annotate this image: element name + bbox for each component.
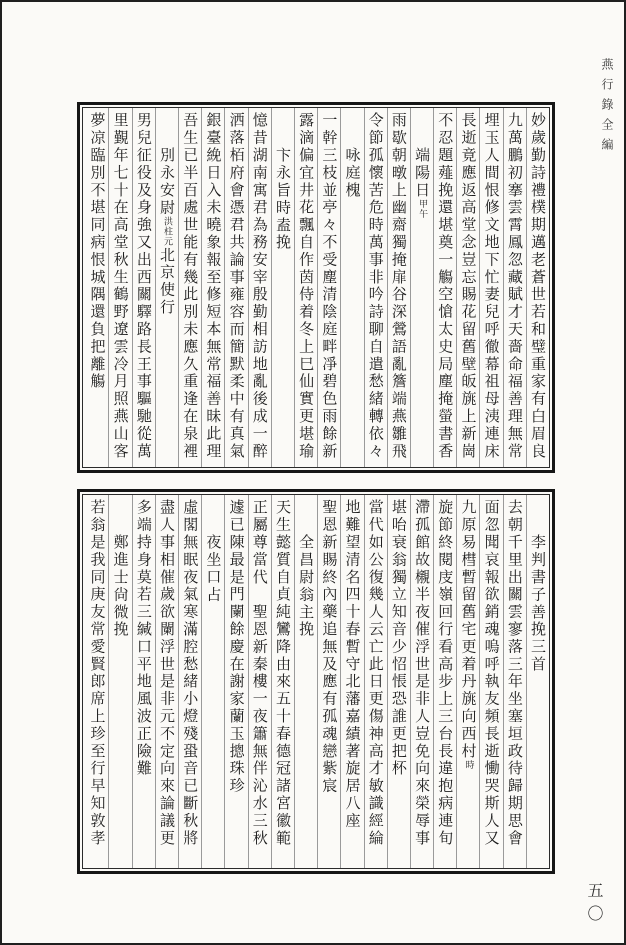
column-text: 里覲年七十在高堂秋生鶴野遼雲冷月照燕山客 bbox=[111, 112, 130, 460]
poem-title-column bbox=[340, 108, 363, 467]
column-text: 地難望清名四十春暫守北藩嘉績著旋居八座 bbox=[343, 499, 362, 830]
interlinear-annotation: 洪柱元 bbox=[162, 216, 172, 247]
column-text: 當代如公復幾人云亡此日更傷神高才敏識經綸 bbox=[366, 499, 385, 847]
interlinear-annotation: 時 bbox=[463, 760, 474, 770]
column-text: 洒落栢府會憑君共論事雍容而簡默柔中有真氣 bbox=[227, 112, 246, 460]
poem-title-column bbox=[155, 108, 178, 467]
column-text: 遽已陳最是門闌餘慶在謝家蘭玉摠珠珍 bbox=[227, 499, 246, 795]
column-text: 妙歲勤詩禮樸期邁老蒼世若和璧重家有白眉良 bbox=[529, 112, 547, 460]
poem-text-column bbox=[503, 495, 526, 868]
column-text: 不忍題薤挽還堪奠一觴空愴太史局塵掩螢書香 bbox=[436, 112, 455, 460]
column-text: 銀臺絻日入未曉象報至修短本無常福善昧此理 bbox=[204, 112, 223, 460]
poem-text-column bbox=[178, 495, 201, 868]
column-text: 堪咍衰翁獨立知音少怊悵恐誰更把杯 bbox=[389, 499, 408, 778]
column-text: 卞永旨時盍挽 bbox=[273, 147, 292, 252]
folio-top-text-area bbox=[82, 107, 550, 468]
poem-text-column bbox=[85, 495, 108, 868]
column-text: 端陽日 bbox=[413, 147, 432, 200]
column-text: 鄭進士尙微挽 bbox=[111, 534, 130, 639]
poem-text-column bbox=[155, 495, 178, 868]
poem-text-column bbox=[201, 108, 224, 467]
poem-text-column bbox=[479, 108, 502, 467]
folio-frame-bottom bbox=[77, 489, 555, 874]
poem-text-column bbox=[456, 108, 479, 467]
poem-text-column bbox=[456, 495, 479, 868]
column-text: 憶昔湖南寓君為務安宰殷勤相訪地亂後成一醉 bbox=[250, 112, 269, 460]
poem-text-column bbox=[317, 108, 340, 467]
column-text: 吾生已半百處世能有幾此別未應久重逢在泉裡 bbox=[181, 112, 200, 460]
poem-title-column bbox=[294, 495, 317, 868]
column-text: 雨歇朝暾上幽齋獨掩扉谷深鶯語亂簷端燕雛飛 bbox=[389, 112, 408, 460]
column-text: 男兒征役及身強又出西關驛路長王事驅馳從萬 bbox=[134, 112, 153, 460]
poem-title-column bbox=[526, 495, 549, 868]
column-text: 露滴偏宜井花飄自作茵侍着冬上巳仙實更堪瑜 bbox=[297, 112, 316, 460]
page-number: 五〇 bbox=[585, 882, 604, 928]
poem-text-column bbox=[364, 108, 387, 467]
poem-text-column bbox=[224, 108, 247, 467]
column-text: 多端持身莫若三緘口平地風波正險難 bbox=[134, 499, 153, 778]
column-text: 一幹三枝並亭々不受塵清陰庭畔凈碧色雨餘新 bbox=[320, 112, 339, 460]
column-text: 若翁是我同庚友常愛賢郎席上珍至行早知敦孝 bbox=[88, 499, 107, 847]
column-text: 李判書子善挽三首 bbox=[529, 534, 547, 674]
poem-title-column bbox=[271, 108, 294, 467]
poem-text-column bbox=[248, 108, 271, 467]
poem-text-column bbox=[479, 495, 502, 868]
column-text: 夢凉臨別不堪同病恨城隅還負把離觴 bbox=[88, 112, 107, 391]
folio-bottom-text-area bbox=[82, 494, 550, 869]
poem-text-column bbox=[340, 495, 363, 868]
column-text: 聖恩新賜終內藥追無及應有孤魂戀紫宸 bbox=[320, 499, 339, 795]
column-text: 咏庭槐 bbox=[343, 147, 362, 200]
poem-text-column bbox=[433, 108, 456, 467]
column-text: 正屬尊當代 聖恩新秦樓一夜簫無伴沁水三秋 bbox=[250, 499, 269, 847]
poem-text-column bbox=[178, 108, 201, 467]
poem-text-column bbox=[433, 495, 456, 868]
column-text: 全昌尉翁主挽 bbox=[297, 534, 316, 639]
column-text: 令節孤懷苦危時萬事非吟詩聊自遣愁緒轉依々 bbox=[366, 112, 385, 460]
column-text: 九萬鵬初搴雲霄鳳忽藏賦才天嗇命福善理無常 bbox=[505, 112, 524, 460]
column-text: 九原易槥暫留舊宅更着丹旐向西村 bbox=[459, 499, 478, 760]
column-text: 北京使行 bbox=[158, 246, 176, 317]
folio-frame-top bbox=[77, 102, 555, 473]
column-text: 面忽聞哀報欲銷魂嗚呼執友頻長逝慟哭斯人又 bbox=[482, 499, 501, 847]
column-text: 盡人事相催歲欲闌浮世是非元不定向來論議更 bbox=[158, 499, 176, 847]
poem-text-column bbox=[317, 495, 340, 868]
column-text: 長逝竟應返高堂念豈忘賜花留舊壁皈旐上新崗 bbox=[459, 112, 478, 460]
interlinear-annotation: 甲午 bbox=[417, 199, 428, 220]
column-text: 別永安尉 bbox=[158, 147, 176, 217]
poem-text-column bbox=[248, 495, 271, 868]
poem-title-column bbox=[410, 108, 433, 467]
column-text: 埋玉人間恨修文地下忙妻兒呼徹幕祖母洟連床 bbox=[482, 112, 501, 460]
poem-title-column bbox=[201, 495, 224, 868]
column-text: 天生懿質自貞純鸞降由來五十春德冠諸宮徽範 bbox=[273, 499, 292, 847]
poem-text-column bbox=[108, 108, 131, 467]
poem-text-column bbox=[271, 495, 294, 868]
poem-text-column bbox=[224, 495, 247, 868]
poem-text-column bbox=[503, 108, 526, 467]
column-text: 滯孤館故櫬半夜催浮世是非人豈免向來榮辱事 bbox=[413, 499, 432, 847]
column-text: 去朝千里出關雲寥落三年坐塞垣政待歸期思會 bbox=[505, 499, 524, 847]
column-text: 虛閣無眠夜氣寒滿腔愁緒小燈殘蛩音已斷秋將 bbox=[181, 499, 200, 847]
series-title-margin-label: 燕行錄全編 bbox=[600, 58, 614, 158]
poem-text-column bbox=[364, 495, 387, 868]
poem-text-column bbox=[410, 495, 433, 868]
poem-text-column bbox=[387, 495, 410, 868]
poem-title-column bbox=[108, 495, 131, 868]
poem-text-column bbox=[132, 108, 155, 467]
poem-text-column bbox=[526, 108, 549, 467]
poem-text-column bbox=[132, 495, 155, 868]
column-text: 旋節終閱庋嶺回行看高步上三台長違抱病連旬 bbox=[436, 499, 455, 847]
poem-text-column bbox=[85, 108, 108, 467]
column-text: 夜坐口占 bbox=[204, 534, 223, 604]
poem-text-column bbox=[294, 108, 317, 467]
poem-text-column bbox=[387, 108, 410, 467]
